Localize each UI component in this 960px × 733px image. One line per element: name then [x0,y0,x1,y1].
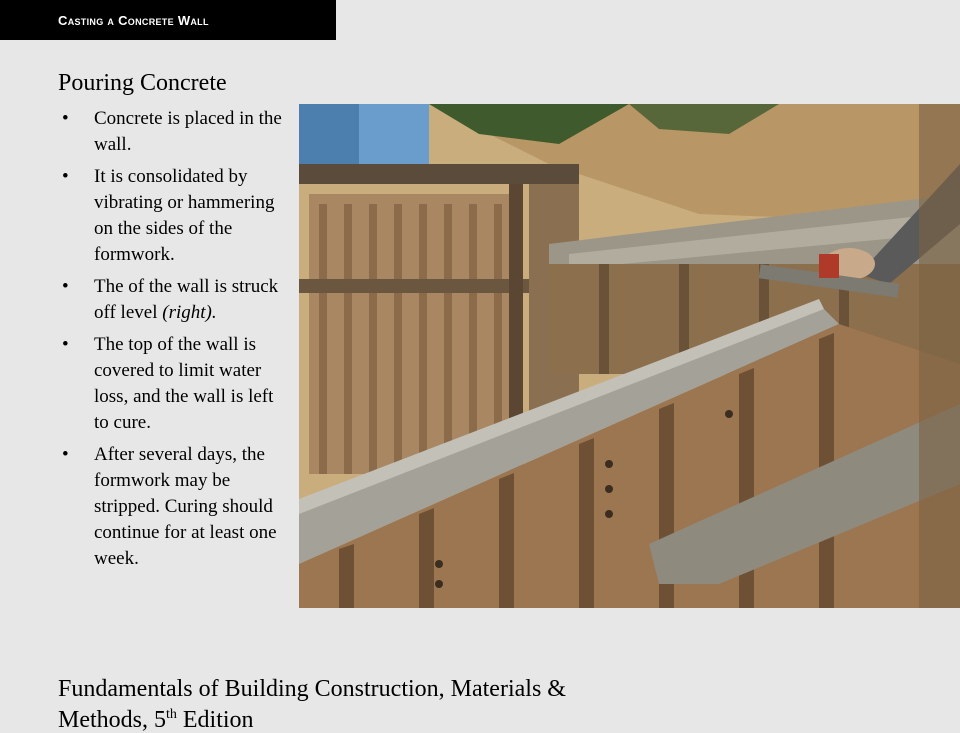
bullet-text-italic: (right). [162,302,217,323]
bullet-dot: • [62,108,69,129]
bullet-text: The top of the wall is covered to limit water loss, and the wall is left to cure. [94,334,274,433]
footer-text-end: Edition [176,707,254,733]
concrete-wall-photo [299,104,960,608]
footer-superscript: th [166,707,177,722]
section-heading: Pouring Concrete [58,70,227,96]
bullet-item [62,332,284,436]
footer-citation [58,676,658,733]
bullet-item [62,106,284,158]
bullet-dot: • [62,444,69,465]
bullet-dot: • [62,334,69,355]
bullet-item [62,164,284,268]
bullet-text: After several days, the formwork may be stripped. Curing should continue for at least one week. [94,444,277,569]
bullet-text: It is consolidated by vibrating or hammering on the sides of the formwork. [94,166,275,265]
bullet-dot: • [62,276,69,297]
bullet-item [62,274,284,326]
bullet-text: The of the wall is struck off level [94,276,279,323]
slide-title: Casting a Concrete Wall [58,12,209,28]
slide-title-bar [0,0,336,40]
bullet-dot: • [62,166,69,187]
bullet-list [62,106,284,578]
bullet-text: Concrete is placed in the wall. [94,108,282,155]
bullet-item [62,442,284,572]
footer-text: Fundamentals of Building Construction, Materials & Methods, 5 [58,676,566,733]
